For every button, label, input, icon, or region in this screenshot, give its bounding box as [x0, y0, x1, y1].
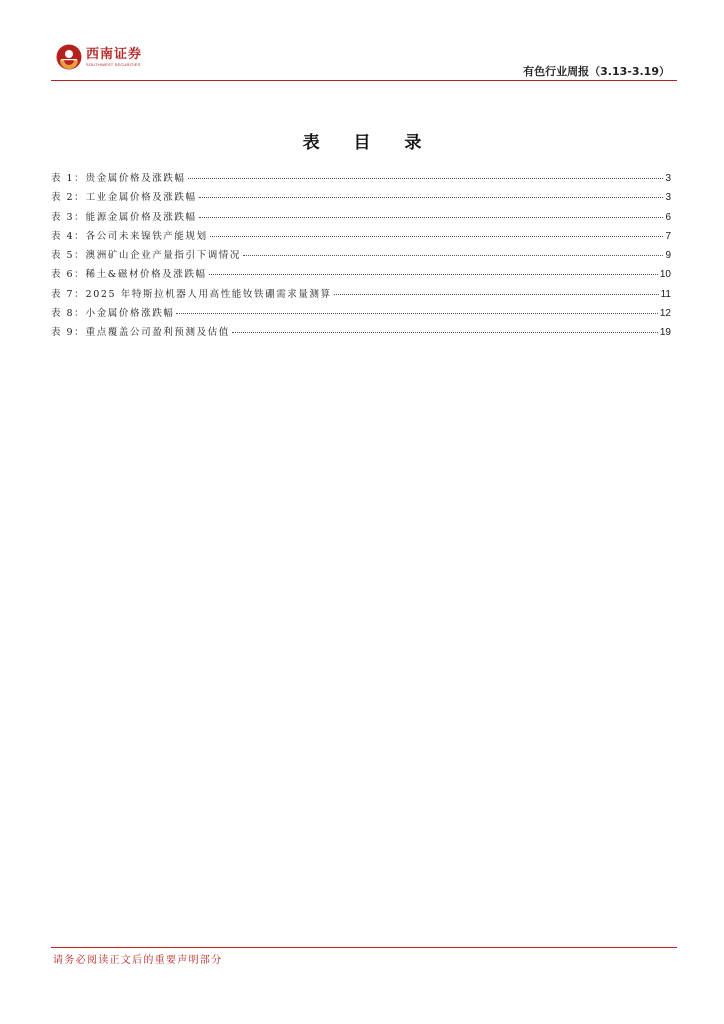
- toc-leader-dots: [209, 274, 658, 275]
- footer-divider: [51, 947, 677, 948]
- footer-disclaimer: 请务必阅读正文后的重要声明部分: [53, 955, 223, 966]
- toc-separator: ：: [74, 269, 84, 281]
- toc-entry-3[interactable]: [51, 209, 671, 228]
- toc-entry-page: 9: [665, 250, 671, 262]
- toc-entry-4[interactable]: [51, 228, 671, 247]
- toc-entry-title: 2025 年特斯拉机器人用高性能钕铁硼需求量测算: [85, 288, 332, 300]
- toc-entry-label: 表 5: [51, 250, 75, 262]
- toc-leader-dots: [176, 313, 657, 314]
- toc-leader-dots: [199, 217, 664, 218]
- toc-entry-title: 工业金属价格及涨跌幅: [85, 192, 197, 204]
- toc-entry-2[interactable]: [51, 189, 671, 208]
- toc-leader-dots: [199, 197, 664, 198]
- toc-entry-1[interactable]: [51, 170, 671, 189]
- toc-entry-label: 表 7: [51, 288, 75, 300]
- header-divider: [51, 80, 677, 81]
- toc-separator: ：: [74, 327, 84, 339]
- report-title: 有色行业周报（3.13-3.19）: [523, 65, 670, 78]
- toc-separator: ：: [74, 288, 84, 300]
- toc-entry-title: 澳洲矿山企业产量指引下调情况: [85, 250, 241, 262]
- toc-entry-page: 19: [659, 327, 671, 339]
- toc-entry-6[interactable]: [51, 266, 671, 285]
- toc-leader-dots: [334, 294, 659, 295]
- toc-entry-page: 11: [660, 288, 671, 300]
- logo-chinese-name: 西南证券: [86, 46, 143, 62]
- toc-entry-page: 3: [665, 192, 671, 204]
- toc-entry-page: 7: [665, 230, 671, 242]
- toc-entry-title: 各公司未来镍铁产能规划: [85, 230, 208, 242]
- toc-leader-dots: [210, 236, 664, 237]
- toc-separator: ：: [74, 173, 84, 184]
- toc-entry-page: 3: [665, 173, 671, 184]
- toc-separator: ：: [74, 308, 84, 320]
- toc-entry-label: 表 3: [51, 211, 75, 223]
- toc-leader-dots: [232, 332, 658, 333]
- logo-english-name: SOUTHWEST SECURITIES: [86, 61, 141, 67]
- toc-entry-8[interactable]: [51, 305, 671, 324]
- page-title: 表 目 录: [302, 133, 436, 153]
- table-of-contents: [51, 170, 671, 344]
- toc-entry-label: 表 1: [51, 173, 75, 184]
- toc-entry-label: 表 4: [51, 230, 75, 242]
- toc-entry-page: 12: [659, 308, 671, 320]
- toc-separator: ：: [74, 192, 84, 204]
- toc-entry-title: 小金属价格涨跌幅: [85, 308, 175, 320]
- toc-entry-label: 表 2: [51, 192, 75, 204]
- toc-entry-title: 重点覆盖公司盈利预测及估值: [85, 327, 230, 339]
- toc-separator: ：: [74, 230, 84, 242]
- toc-leader-dots: [243, 255, 663, 256]
- toc-leader-dots: [188, 178, 664, 179]
- toc-entry-title: 稀土&磁材价格及涨跌幅: [85, 269, 207, 281]
- toc-separator: ：: [74, 211, 84, 223]
- toc-entry-label: 表 6: [51, 269, 75, 281]
- company-logo: [56, 44, 142, 70]
- toc-entry-7[interactable]: [51, 286, 671, 305]
- toc-entry-title: 能源金属价格及涨跌幅: [85, 211, 197, 223]
- toc-entry-title: 贵金属价格及涨跌幅: [85, 173, 186, 184]
- southwest-securities-logo-icon: [56, 44, 82, 70]
- toc-entry-label: 表 8: [51, 308, 75, 320]
- toc-entry-label: 表 9: [51, 327, 75, 339]
- toc-separator: ：: [74, 250, 84, 262]
- toc-entry-page: 10: [659, 269, 671, 281]
- toc-entry-page: 6: [665, 211, 671, 223]
- toc-entry-5[interactable]: [51, 247, 671, 266]
- toc-entry-9[interactable]: [51, 324, 671, 343]
